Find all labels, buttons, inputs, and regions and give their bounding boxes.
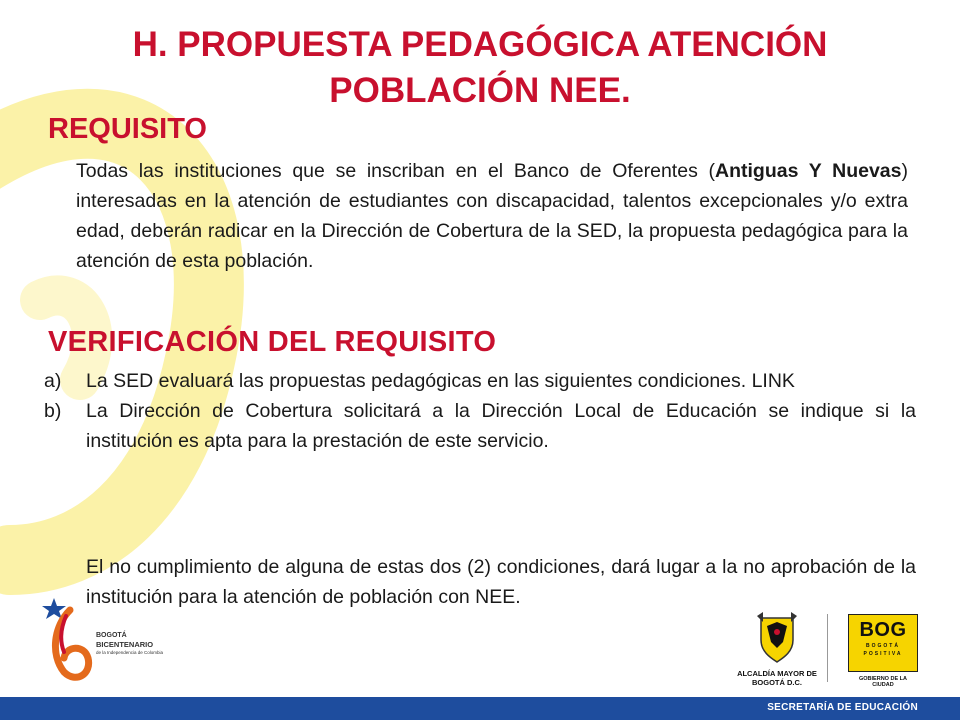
slide-title: H. PROPUESTA PEDAGÓGICA ATENCIÓN POBLACIÓN NEE. — [132, 25, 828, 110]
verificacion-heading: VERIFICACIÓN DEL REQUISITO — [48, 326, 497, 358]
bicentenario-line1: BOGOTÁ — [96, 632, 127, 639]
list-item — [44, 396, 916, 456]
closing-paragraph: El no cumplimiento de alguna de estas dos (2) condiciones, dará lugar a la no aprobación de la institución para la atención de población con NEE. — [86, 556, 916, 608]
requisito-text-bold: Antiguas Y Nuevas — [715, 160, 902, 182]
bog-word: BOG — [859, 619, 907, 641]
requisito-paragraph — [76, 156, 908, 276]
list-item — [44, 366, 916, 396]
bog-sub1: BOGOTÁ — [866, 643, 900, 649]
footer-bar — [0, 697, 960, 720]
logo-divider — [827, 614, 828, 682]
list-item-text: La Dirección de Cobertura solicitará a la Dirección Local de Educación se indique si la institución es apta para la prestación de este servicio. — [86, 400, 916, 452]
bog-sub2: POSITIVA — [863, 651, 903, 657]
list-item-text: La SED evaluará las propuestas pedagógicas en las siguientes condiciones. LINK — [86, 370, 795, 392]
requisito-heading: REQUISITO — [48, 113, 207, 145]
bog-badge — [848, 614, 918, 672]
footer-label: SECRETARÍA DE EDUCACIÓN — [767, 702, 918, 713]
bicentenario-logo — [40, 596, 180, 686]
bog-logo — [848, 614, 918, 688]
alcaldia-label: ALCALDÍA MAYOR DE BOGOTÁ D.C. — [737, 669, 817, 687]
list-marker: a) — [44, 370, 62, 392]
gobierno-label: GOBIERNO DE LA CIUDAD — [859, 676, 907, 688]
coat-of-arms-icon — [755, 612, 799, 664]
verification-list — [44, 366, 916, 456]
bicentenario-line3: de la Independencia de Colombia — [96, 650, 164, 655]
bicentenario-emblem-icon — [40, 596, 100, 686]
bicentenario-line2: BICENTENARIO — [96, 640, 154, 649]
requisito-text-end: ) interesadas en la atención de estudiantes con discapacidad, talentos excepcionales y/o extra edad, deberán radicar en la Dirección de Cobertura de la SED, la propuesta pedagógica para la atención de esta población. — [76, 160, 908, 272]
list-marker: b) — [44, 400, 62, 422]
alcaldia-logo — [735, 612, 819, 692]
requisito-text-start: Todas las instituciones que se inscriban en el Banco de Oferentes ( — [76, 160, 716, 182]
